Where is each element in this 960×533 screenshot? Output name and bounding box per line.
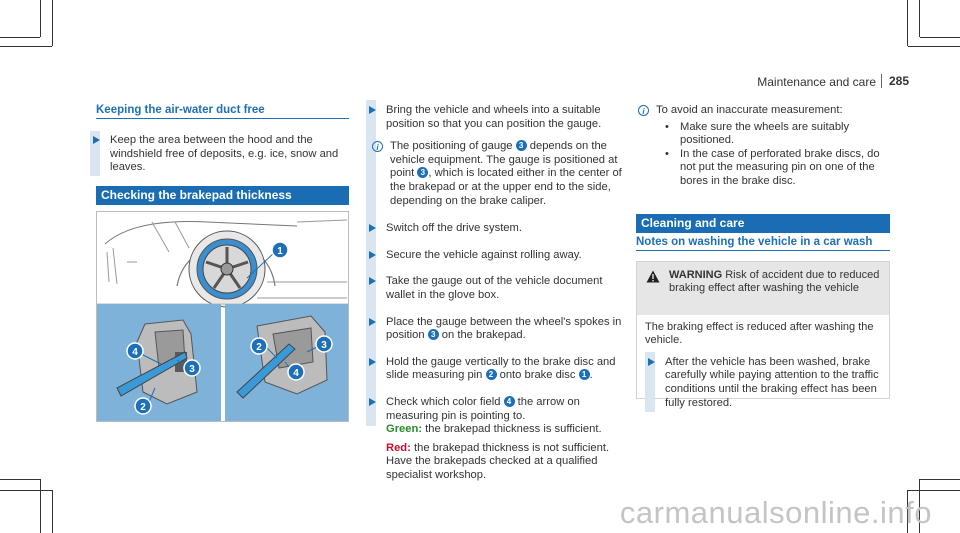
step-arrow-icon (648, 358, 655, 366)
warning-text: Risk of accident due to reduced braking effect after washing the vehicle (669, 269, 880, 295)
step-text: . (589, 369, 593, 382)
column-1 (96, 104, 349, 188)
section-heading-air-water-duct: Keeping the air-water duct free (96, 104, 349, 119)
crop-mark (0, 37, 40, 38)
svg-text:2: 2 (256, 342, 262, 353)
step-text: Check which color field (386, 395, 501, 408)
instruction-step (372, 356, 622, 383)
instruction-step (651, 356, 881, 410)
crop-mark (0, 490, 52, 491)
warning-box (636, 261, 890, 409)
column-2 (372, 104, 622, 482)
number-badge: 3 (516, 140, 527, 151)
instruction-step (372, 396, 622, 483)
svg-text:4: 4 (293, 368, 299, 379)
info-note (372, 140, 622, 208)
number-badge: 4 (504, 396, 515, 407)
crop-mark (907, 0, 908, 46)
step-arrow-icon (369, 224, 376, 232)
instruction-step (372, 316, 622, 343)
callout-1 (272, 242, 288, 258)
step-text: on the brakepad. (441, 329, 526, 342)
watermark: carmanualsonline.info (619, 495, 932, 530)
step-text: the arrow on measuring pin is pointing to. (386, 395, 580, 422)
section-bar-brakepad: Checking the brakepad thickness (96, 186, 349, 205)
callout-3-left (184, 360, 200, 376)
svg-text:3: 3 (321, 340, 327, 351)
red-text: the brakepad thickness is not sufficient. Have the brakepads checked at a qualified specialist workshop. (386, 441, 610, 481)
info-text: To avoid an inaccurate measurement: (656, 104, 843, 116)
crop-mark (908, 46, 960, 47)
callout-2-right (251, 338, 267, 354)
step-arrow-icon (369, 106, 376, 114)
crop-mark (52, 0, 53, 46)
illustration-svg (97, 212, 348, 421)
svg-text:4: 4 (132, 347, 138, 358)
number-badge: 2 (486, 369, 497, 380)
header-divider (881, 74, 882, 88)
instruction-step (96, 134, 349, 175)
result-green (386, 423, 622, 437)
crop-mark (40, 479, 41, 533)
crop-mark (40, 0, 41, 37)
step-text: Switch off the drive system. (386, 222, 522, 235)
crop-mark (52, 490, 53, 533)
step-text: onto brake disc (499, 369, 576, 382)
crop-mark (920, 37, 960, 38)
info-icon: i (638, 105, 649, 116)
info-note (638, 104, 890, 189)
warning-label: WARNING (669, 269, 723, 281)
step-arrow-icon (369, 358, 376, 366)
crop-mark (908, 490, 960, 491)
number-badge: 1 (579, 369, 590, 380)
number-badge: 3 (428, 329, 439, 340)
info-text: The positioning of gauge (390, 140, 513, 153)
step-text: Keep the area between the hood and the windshield free of deposits, e.g. ice, snow and leaves. (110, 134, 339, 174)
step-text: Place the gauge between the wheel's spokes in position (386, 315, 622, 342)
page-number: 285 (888, 74, 909, 88)
running-header-section: Maintenance and care (757, 75, 876, 89)
section-bar-cleaning: Cleaning and care (636, 214, 890, 233)
step-text: Secure the vehicle against rolling away. (386, 248, 582, 261)
crop-mark (0, 479, 40, 480)
list-item: • Make sure the wheels are suitably positioned. (656, 121, 890, 148)
info-text: depends on the vehicle equipment. The gauge is positioned at point (390, 140, 618, 180)
green-label: Green: (386, 423, 423, 436)
callout-4-left (127, 343, 143, 359)
warning-header (637, 262, 889, 315)
crop-mark (0, 46, 52, 47)
step-text: Take the gauge out of the vehicle document wallet in the glove box. (386, 275, 603, 301)
list-item: • In the case of perforated brake discs, do not put the measuring pin on one of the bores in the brake disc. (656, 148, 890, 189)
brakepad-gauge-illustration (96, 211, 349, 422)
step-text: After the vehicle has been washed, brake carefully while paying attention to the traffic conditions until the braking effect has been fully restored. (665, 355, 879, 409)
info-text: , which is located either in the center of the brakepad or at the upper end to the side, depending on the brake caliper. (390, 167, 622, 207)
green-text: the brakepad thickness is sufficient. (425, 423, 602, 436)
crop-mark (919, 0, 920, 37)
step-arrow-icon (369, 318, 376, 326)
instruction-step (372, 249, 622, 263)
step-arrow-icon (369, 398, 376, 406)
instruction-step (372, 275, 622, 302)
callout-3-right (316, 336, 332, 352)
svg-text:3: 3 (189, 364, 195, 375)
instruction-step (372, 222, 622, 236)
bullet-list (656, 121, 890, 189)
step-arrow-icon (369, 277, 376, 285)
red-label: Red: (386, 441, 411, 454)
number-badge: 3 (417, 167, 428, 178)
crop-mark (920, 479, 960, 480)
warning-triangle-icon (646, 270, 660, 283)
svg-text:1: 1 (277, 246, 283, 257)
subheading-car-wash: Notes on washing the vehicle in a car wash (636, 236, 890, 251)
step-arrow-icon (93, 136, 100, 144)
svg-text:2: 2 (140, 402, 146, 413)
info-icon: i (372, 141, 383, 152)
column-3 (638, 104, 890, 189)
callout-2-left (135, 398, 151, 414)
callout-4-right (288, 364, 304, 380)
step-text: Hold the gauge vertically to the brake disc and slide measuring pin (386, 355, 616, 382)
warning-body: The braking effect is reduced after washing the vehicle. (645, 321, 874, 347)
step-arrow-icon (369, 251, 376, 259)
instruction-step (372, 104, 622, 131)
result-red (386, 442, 622, 483)
step-text: Bring the vehicle and wheels into a suitable position so that you can position the gauge. (386, 104, 602, 130)
